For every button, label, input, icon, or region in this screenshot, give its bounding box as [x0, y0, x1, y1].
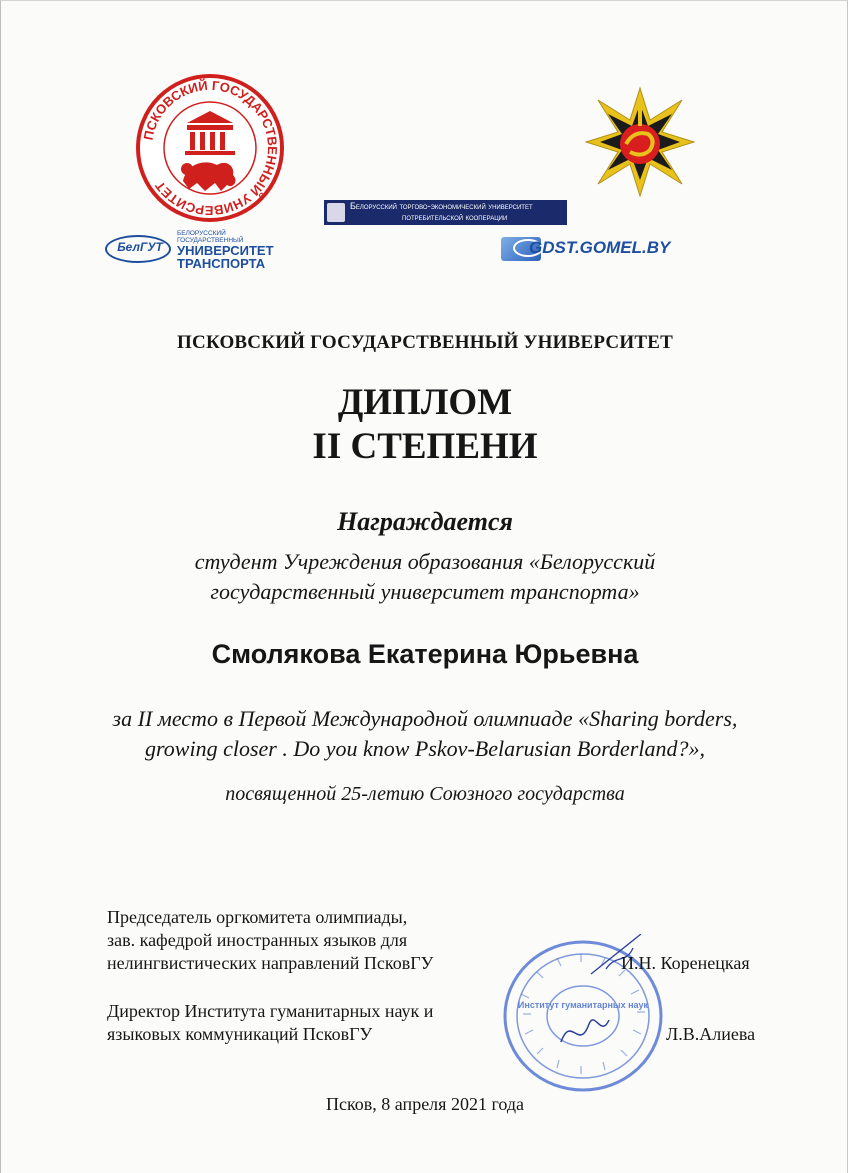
- chair-title-block: [107, 906, 433, 975]
- dedication: посвященной 25-летию Союзного государства: [225, 783, 625, 805]
- star-emblem-logo: [584, 86, 696, 198]
- belgut-logo: [105, 230, 274, 271]
- chair-line3: нелингвистических направлений ПсковГУ: [107, 953, 434, 973]
- chair-name: И.Н. Коренецкая: [621, 953, 750, 973]
- student-line1: студент Учреждения образования «Белорусский: [194, 549, 656, 574]
- trade-banner-line2: потребительской кооперации: [402, 212, 508, 222]
- director-name: Л.В.Алиева: [666, 1024, 756, 1044]
- banner-crest-icon: [327, 203, 345, 222]
- chair-line2: зав. кафедрой иностранных языков для: [107, 930, 408, 950]
- reason-line1: за II место в Первой Международной олимпиаде «Sharing borders,: [112, 706, 738, 731]
- director-title-block: [107, 1000, 433, 1046]
- place-and-date: Псков, 8 апреля 2021 года: [325, 1094, 525, 1114]
- belgut-line3: УНИВЕРСИТЕТ: [177, 243, 274, 258]
- chair-line1: Председатель оргкомитета олимпиады,: [107, 907, 408, 927]
- reason-line2: growing closer . Do you know Pskov-Belarusian Borderland?»,: [145, 736, 705, 761]
- student-line2: государственный университет транспорта»: [210, 579, 640, 604]
- trade-banner-text: [350, 201, 564, 223]
- gdst-gomel-logo: [501, 237, 727, 261]
- trade-economic-university-banner: [324, 200, 567, 225]
- director-line1: Директор Института гуманитарных наук и: [107, 1001, 434, 1021]
- recipient-name: Смолякова Екатерина Юрьевна: [211, 639, 639, 669]
- belgut-wordmark: [177, 230, 274, 270]
- university-name: ПСКОВСКИЙ ГОСУДАРСТВЕННЫЙ УНИВЕРСИТЕТ: [177, 332, 673, 353]
- belgut-badge-text: БелГУТ: [117, 240, 163, 254]
- gomel-text: GDST.GOMEL.BY: [529, 238, 671, 257]
- stamp-center-text: Институт гуманитарных наук: [517, 1000, 649, 1010]
- signature-aliyeva: [561, 1020, 609, 1042]
- belgut-line2: ГОСУДАРСТВЕННЫЙ: [177, 237, 244, 244]
- awarded-heading: Награждается: [337, 507, 513, 536]
- award-reason: [1, 704, 848, 764]
- director-line2: языковых коммуникаций ПсковГУ: [107, 1024, 373, 1044]
- pskov-seal-text: ПСКОВСКИЙ ГОСУДАРСТВЕННЫЙ УНИВЕРСИТЕТ: [140, 77, 281, 219]
- belgut-line4: ТРАНСПОРТА: [177, 256, 266, 271]
- pskov-university-seal-logo: [135, 73, 285, 223]
- diploma-degree: II СТЕПЕНИ: [312, 426, 538, 467]
- belgut-line1: БЕЛОРУССКИЙ: [177, 230, 226, 237]
- diploma-title: ДИПЛОМ: [337, 382, 513, 423]
- student-description: [1, 547, 848, 607]
- trade-banner-line1: Белорусский торгово-экономический университет: [350, 201, 533, 211]
